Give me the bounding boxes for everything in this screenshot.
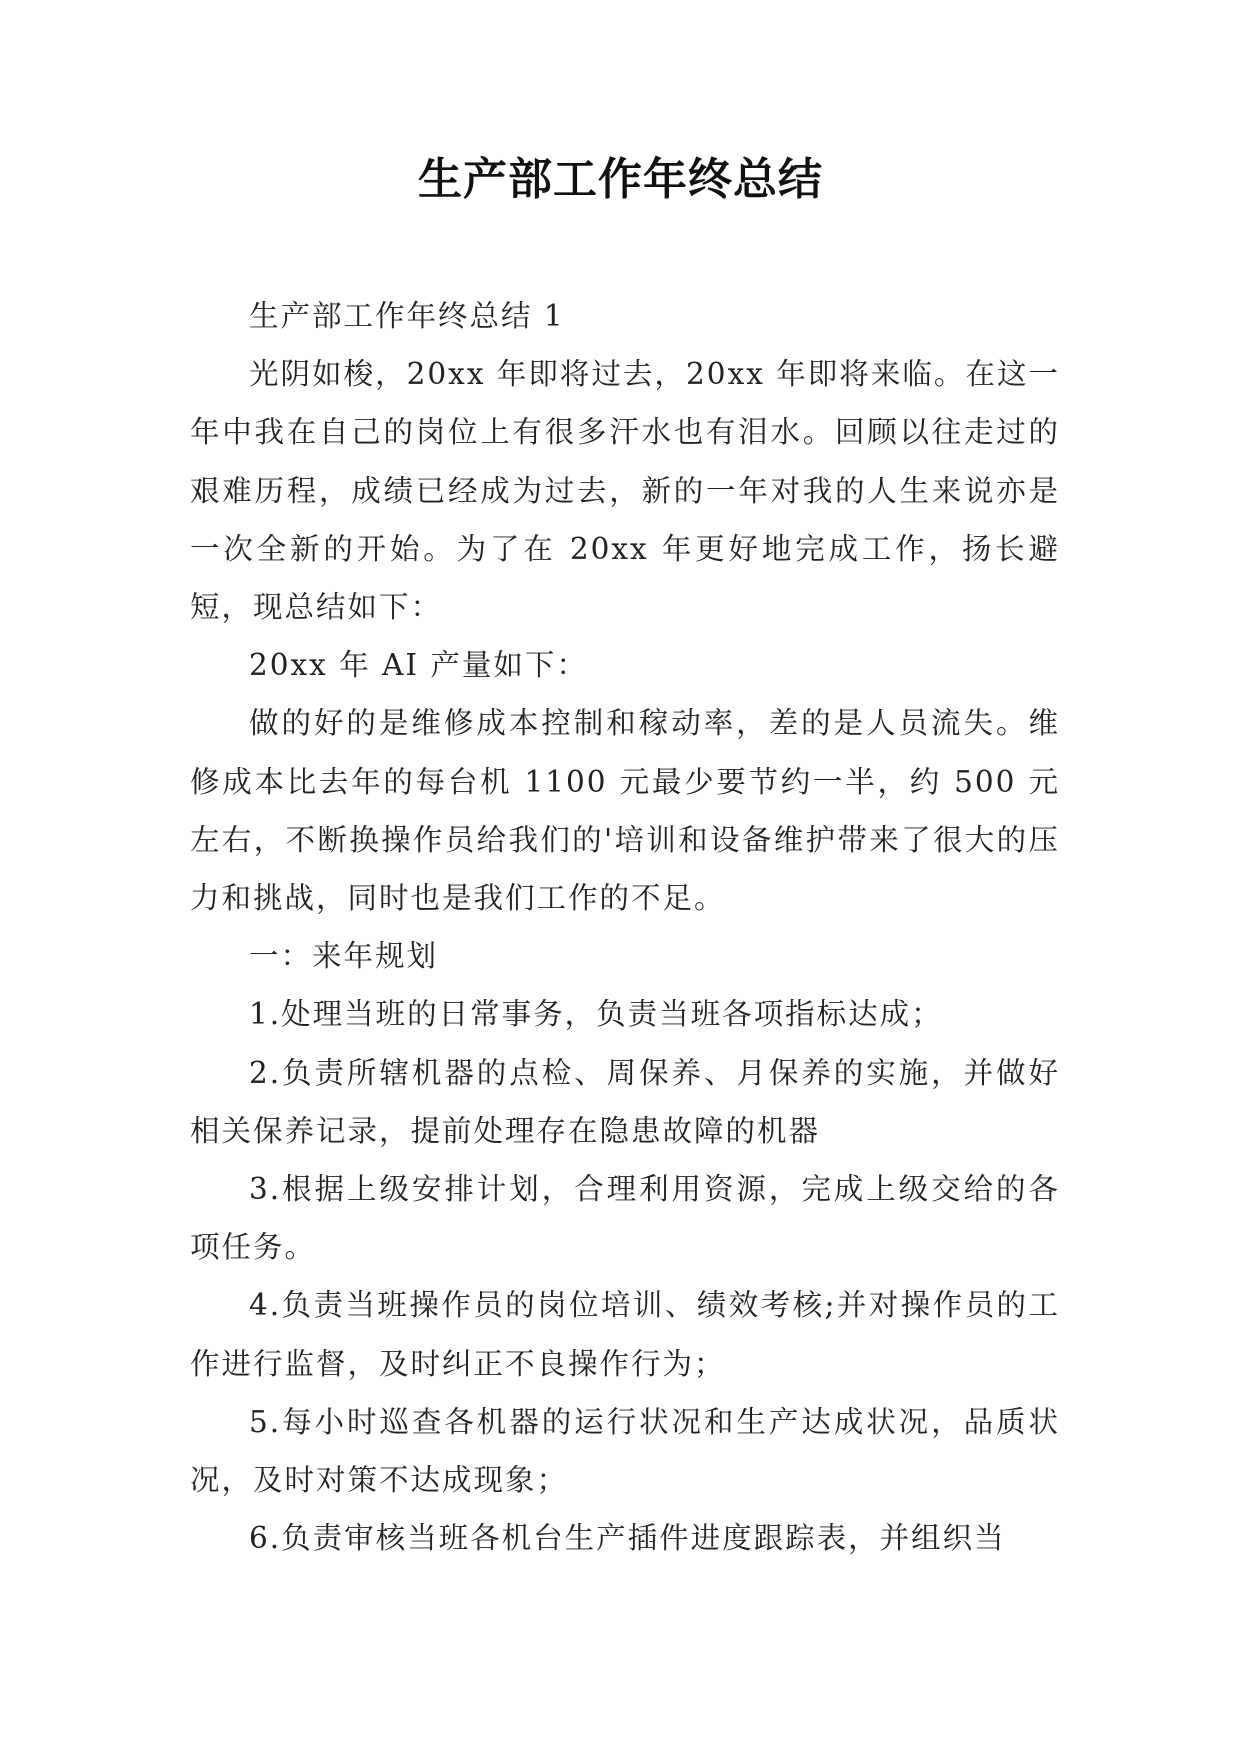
plan-item-1: 1.处理当班的日常事务，负责当班各项指标达成； — [249, 997, 943, 1032]
plan-heading: 一：来年规划 — [249, 939, 439, 974]
intro-paragraph: 光阴如梭，20xx 年即将过去，20xx 年即将来临。在这一年中我在自己的岗位上有很多汗水也有泪水。回顾以往走过的艰难历程，成绩已经成为过去，新的一年对我的人生来说亦是一次全新的开始。为了在 20xx 年更好地完成工作，扬长避短，现总结如下： — [190, 357, 1060, 625]
plan-item-2: 2.负责所辖机器的点检、周保养、月保养的实施，并做好相关保养记录，提前处理存在隐患故障的机器 — [190, 1055, 1060, 1148]
plan-item-3: 3.根据上级安排计划，合理利用资源，完成上级交给的各项任务。 — [190, 1172, 1060, 1265]
plan-item-4: 4.负责当班操作员的岗位培训、绩效考核;并对操作员的工作进行监督，及时纠正不良操作行为； — [190, 1288, 1060, 1381]
plan-item-5: 5.每小时巡查各机器的运行状况和生产达成状况，品质状况，及时对策不达成现象； — [190, 1404, 1060, 1498]
document-body — [190, 287, 1060, 1567]
section-heading: 生产部工作年终总结 1 — [249, 299, 565, 333]
output-heading: 20xx 年 AI 产量如下： — [249, 648, 588, 683]
review-paragraph: 做的好的是维修成本控制和稼动率，差的是人员流失。维修成本比去年的每台机 1100 元最少要节约一半，约 500 元左右，不断换操作员给我们的'培训和设备维护带来了很大的压力和挑战，同时也是我们工作的不足。 — [190, 706, 1060, 916]
plan-item-6: 6.负责审核当班各机台生产插件进度跟踪表，并组织当 — [249, 1521, 1006, 1556]
document-title: 生产部工作年终总结 — [418, 154, 823, 205]
